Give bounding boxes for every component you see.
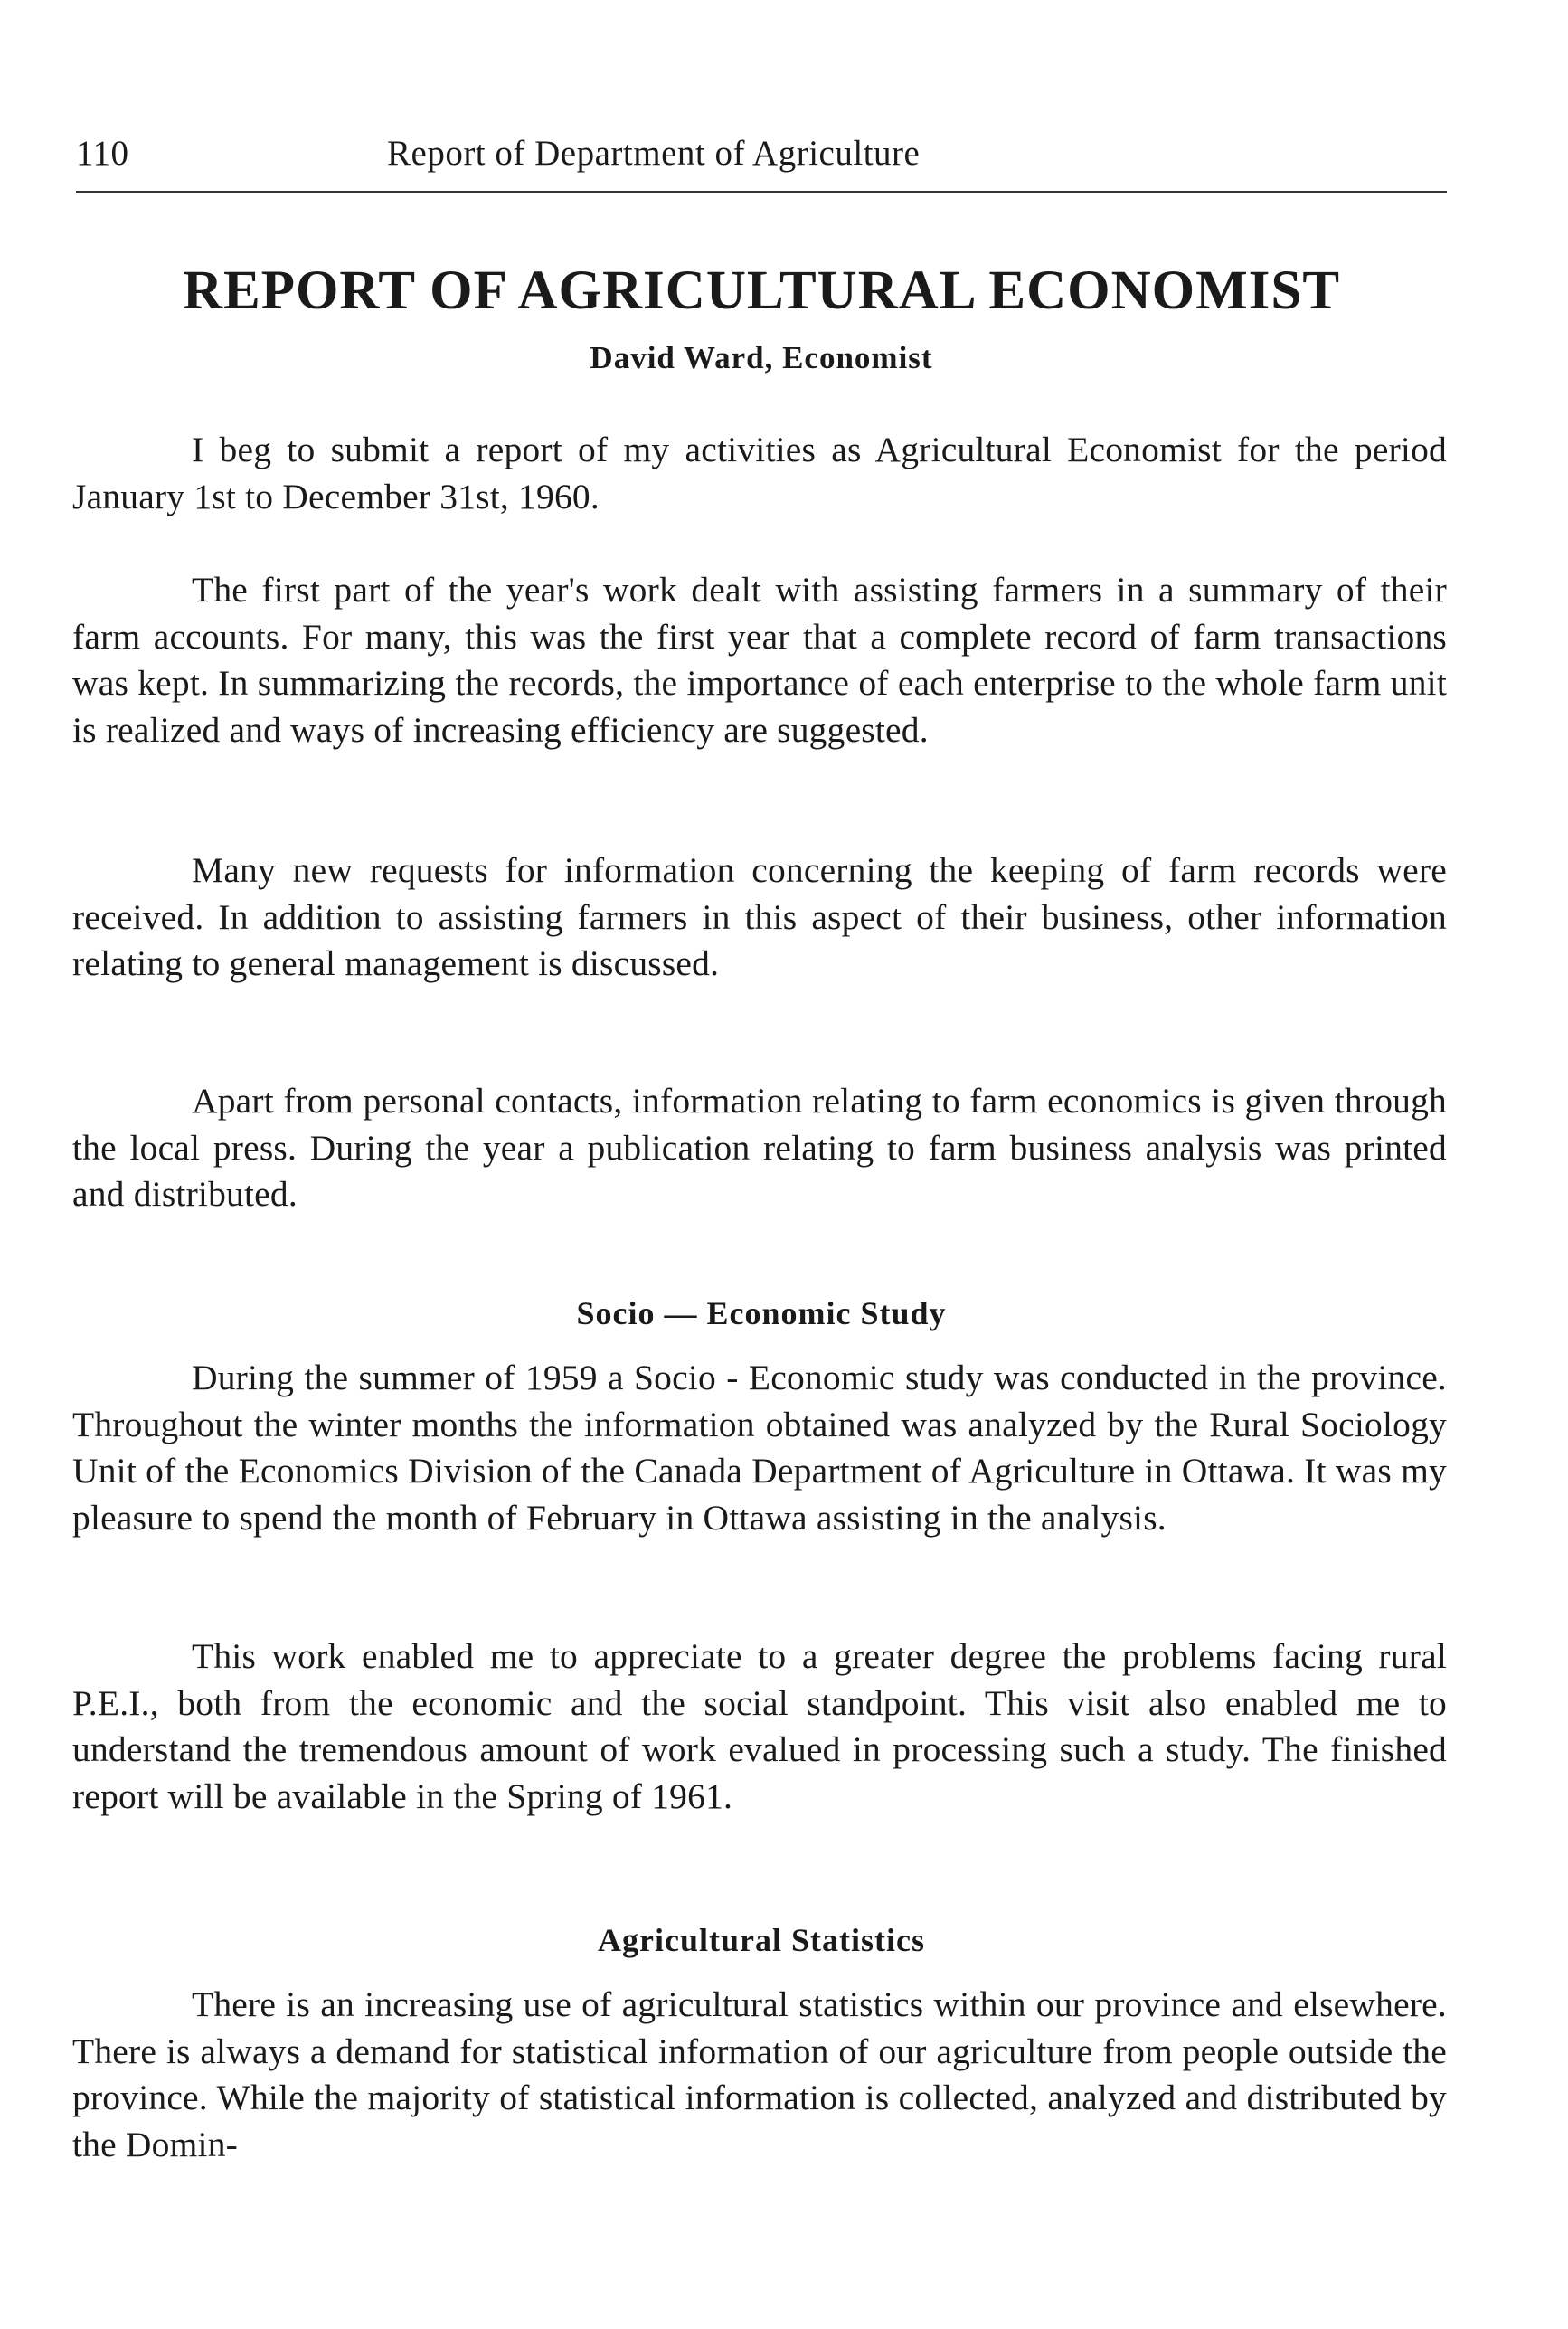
running-header	[76, 127, 1447, 181]
header-rule	[76, 191, 1447, 193]
paragraph-socio-visit: This work enabled me to appreciate to a greater degree the problems facing rural P.E.I., both from the economic and the social standpoint. This visit also enabled me to understand the tremendous amount of work evalued in processing such a study. The finished report will be available in the Spring of 1961.	[72, 1636, 1447, 1816]
paragraph-farm-accounts: The first part of the year's work dealt with assisting farmers in a summary of their farm accounts. For many, this was the first year that a complete record of farm transactions was kept. In summarizing the records, the importance of each enterprise to the whole farm unit is realized and ways of increasing efficiency are suggested.	[72, 570, 1447, 750]
section-heading-agricultural-statistics: Agricultural Statistics	[598, 1922, 925, 1958]
page-number: 110	[76, 134, 129, 173]
paragraph-socio-study: During the summer of 1959 a Socio - Economic study was conducted in the province. Throughout the winter months the information obtained was analyzed by the Rural Sociology Unit of the Economics Division of the Canada Department of Agriculture in Ottawa. It was my pleasure to spend the month of February in Ottawa assisting in the analysis.	[72, 1358, 1447, 1538]
author-line: David Ward, Economist	[590, 340, 933, 375]
paragraph-intro: I beg to submit a report of my activities as Agricultural Economist for the period January 1st to December 31st, 1960.	[72, 430, 1447, 516]
paragraph-press: Apart from personal contacts, information relating to farm economics is given through the local press. During the year a publication relating to farm business analysis was printed and distributed.	[72, 1081, 1447, 1214]
paragraph-statistics: There is an increasing use of agricultural statistics within our province and elsewhere. There is always a demand for statistical information of our agriculture from people outside the province. While the majority of statistical information is collected, analyzed and distributed by the Domin-	[72, 1984, 1447, 2164]
running-title: Report of Department of Agriculture	[387, 134, 921, 173]
report-title: REPORT OF AGRICULTURAL ECONOMIST	[182, 260, 1341, 321]
section-heading-socio-economic: Socio — Economic Study	[576, 1295, 947, 1331]
paragraph-farm-records: Many new requests for information concerning the keeping of farm records were received. In addition to assisting farmers in this aspect of their business, other information relating to general management is discussed.	[72, 850, 1447, 983]
